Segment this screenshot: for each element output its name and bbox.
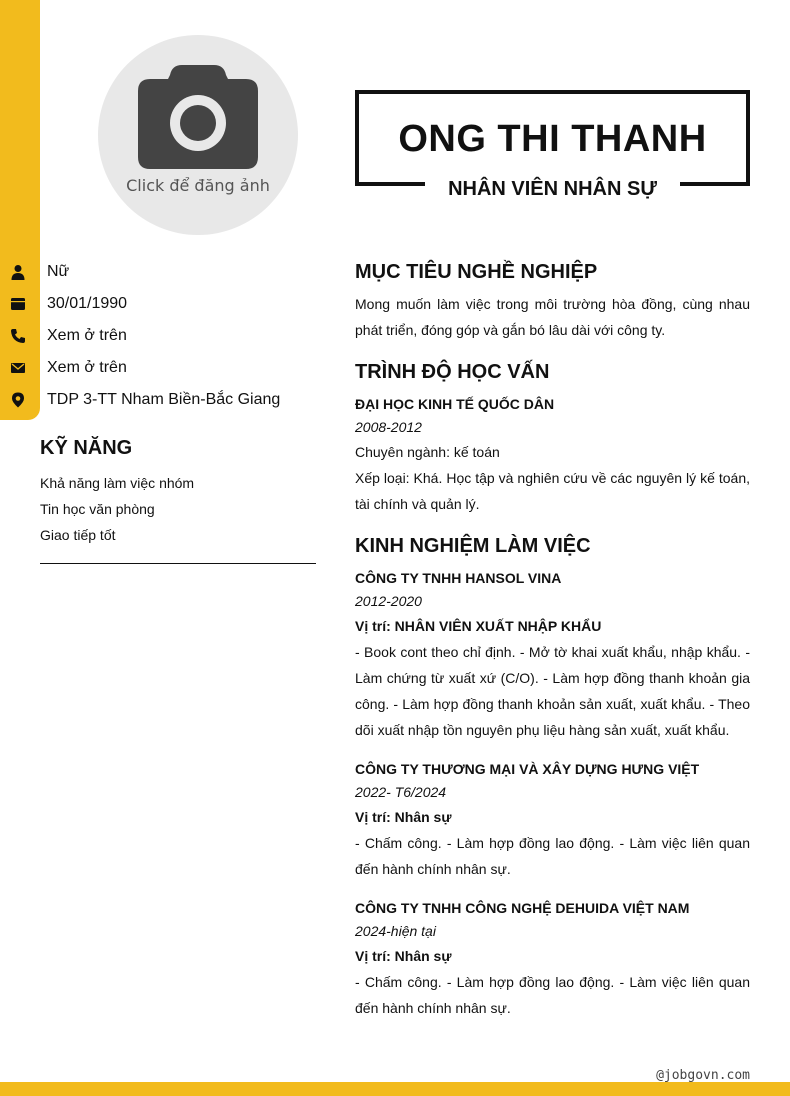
calendar-icon [0,296,36,312]
watermark: @jobgovn.com [656,1068,750,1083]
photo-upload-label: Click để đăng ảnh [126,176,270,195]
divider [40,563,316,564]
contact-address [0,384,330,416]
job-position: Vị trí: Nhân sự [355,948,452,964]
contact-birthday [0,288,330,320]
job-company: CÔNG TY TNHH HANSOL VINA [355,570,562,586]
school-name: ĐẠI HỌC KINH TẾ QUỐC DÂN [355,396,555,412]
location-icon [0,392,36,408]
education-period: 2008-2012 [355,419,422,435]
email-text: Xem ở trên [47,359,127,376]
job-position: Vị trí: Nhân sự [355,809,452,825]
candidate-name: ONG THI THANH [398,118,707,160]
objective-text: Mong muốn làm việc trong môi trường hòa đồng, cùng nhau phát triển, đóng góp và gắn bó lâu dài với công ty. [355,296,750,338]
accent-footer-bar [0,1082,790,1096]
mail-icon [0,360,36,376]
job-description: - Book cont theo chỉ định. - Mở tờ khai xuất khẩu, nhập khẩu. - Làm chứng từ xuất xứ (C/O). - Làm hợp đồng thanh khoản gia công. - Làm hợp đồng thanh khoản sản xuất, xuất khẩu. - Theo dõi xuất nhập tồn nguyên phụ liệu hàng sản xuất, xuất khẩu. [355,644,750,738]
job-period: 2012-2020 [355,593,422,609]
job-description: - Chấm công. - Làm hợp đồng lao động. - Làm việc liên quan đến hành chính nhân sự. [355,835,750,877]
contact-phone [0,320,330,352]
skill-item: Tin học văn phòng [40,501,155,517]
experience-heading: KINH NGHIỆM LÀM VIỆC [355,535,591,557]
person-icon [0,264,36,280]
education-major: Chuyên ngành: kế toán [355,444,500,460]
education-detail: Xếp loại: Khá. Học tập và nghiên cứu về các nguyên lý kế toán, tài chính và quản lý. [355,470,750,512]
skill-item: Khả năng làm việc nhóm [40,475,195,491]
gender-text: Nữ [47,263,70,280]
objective-heading: MỤC TIÊU NGHỀ NGHIỆP [355,261,598,283]
job-description: - Chấm công. - Làm hợp đồng lao động. - Làm việc liên quan đến hành chính nhân sự. [355,974,750,1016]
job-period: 2024-hiện tại [355,923,436,939]
job-title: NHÂN VIÊN NHÂN SỰ [448,178,657,200]
job-company: CÔNG TY TNHH CÔNG NGHỆ DEHUIDA VIỆT NAM [355,900,690,916]
phone-text: Xem ở trên [47,327,127,344]
job-company: CÔNG TY THƯƠNG MẠI VÀ XÂY DỰNG HƯNG VIỆT [355,761,700,777]
contact-email [0,352,330,384]
job-position: Vị trí: NHÂN VIÊN XUẤT NHẬP KHẨU [355,618,602,634]
name-box [355,90,750,200]
skill-item: Giao tiếp tốt [40,527,116,543]
photo-upload[interactable] [98,35,298,235]
job-period: 2022- T6/2024 [355,784,447,800]
education-heading: TRÌNH ĐỘ HỌC VẤN [355,361,550,383]
skills-heading: KỸ NĂNG [40,437,133,459]
contact-gender [0,256,330,288]
address-text: TDP 3-TT Nham Biền-Bắc Giang [47,391,281,408]
camera-icon [138,65,258,169]
phone-icon [0,328,36,344]
birthday-text: 30/01/1990 [47,295,128,312]
